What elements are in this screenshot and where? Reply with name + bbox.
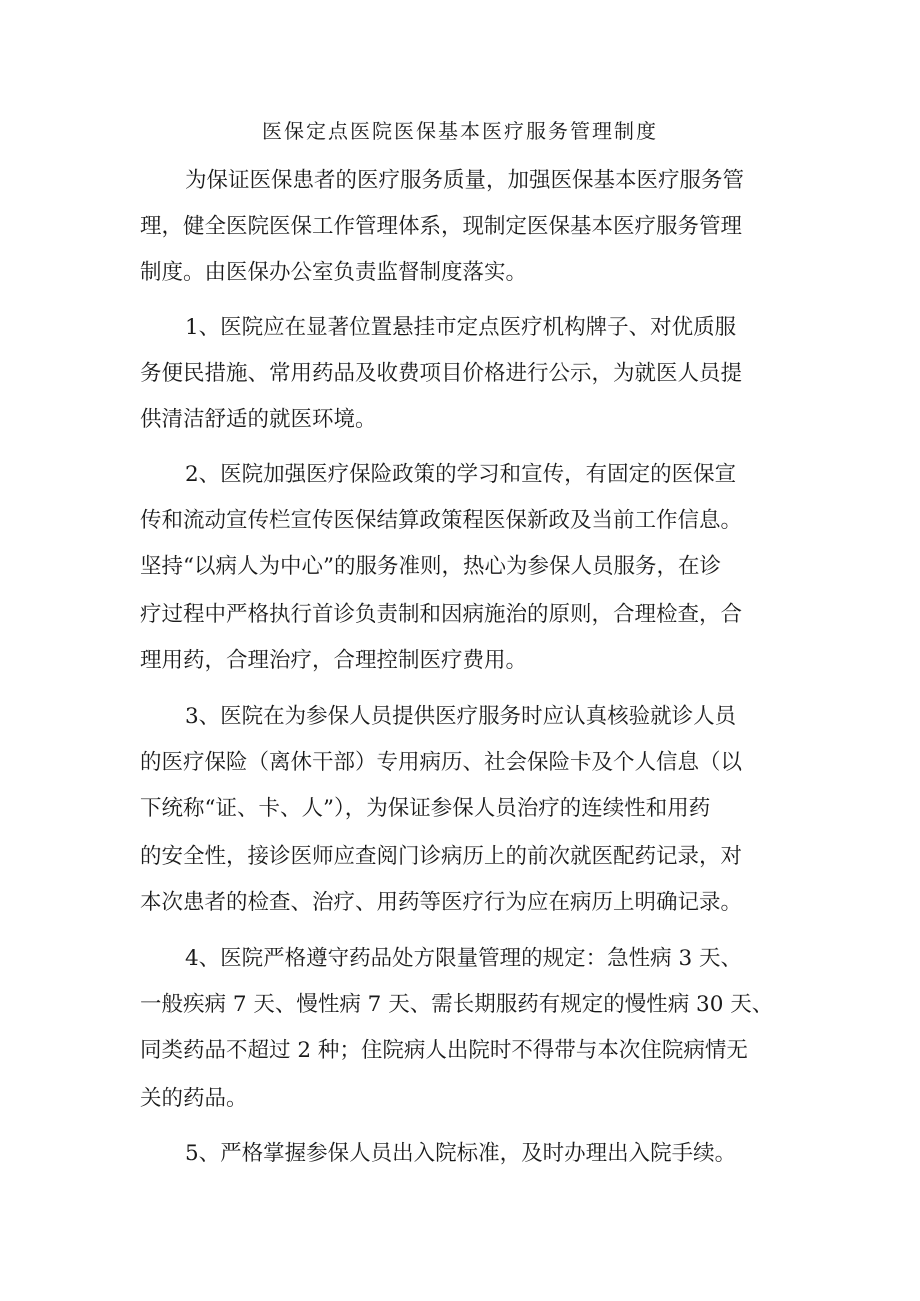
paragraph-intro-line-3: 制度。由医保办公室负责监督制度落实。 [140, 260, 528, 285]
paragraph-3-line-3: 下统称“证、卡、人”），为保证参保人员治疗的连续性和用药 [140, 796, 711, 821]
paragraph-4-line-3: 同类药品不超过 2 种；住院病人出院时不得带与本次住院病情无 [140, 1038, 748, 1063]
paragraph-3-line-2: 的医疗保险（离休干部）专用病历、社会保险卡及个人信息（以 [140, 750, 743, 775]
paragraph-2-line-1: 2、医院加强医疗保险政策的学习和宣传，有固定的医保宣 [185, 462, 737, 487]
paragraph-4-line-2: 一般疾病 7 天、慢性病 7 天、需长期服药有规定的慢性病 30 天、 [140, 992, 774, 1017]
paragraph-2-line-5: 理用药，合理治疗，合理控制医疗费用。 [140, 648, 528, 673]
paragraph-2-line-2: 传和流动宣传栏宣传医保结算政策程医保新政及当前工作信息。 [140, 508, 743, 533]
paragraph-3-line-4: 的安全性，接诊医师应查阅门诊病历上的前次就医配药记录，对 [140, 844, 743, 869]
paragraph-2-line-4: 疗过程中严格执行首诊负责制和因病施治的原则，合理检查，合 [140, 602, 743, 627]
paragraph-intro-line-1: 为保证医保患者的医疗服务质量，加强医保基本医疗服务管 [185, 168, 745, 193]
paragraph-4-line-1: 4、医院严格遵守药品处方限量管理的规定：急性病 3 天、 [185, 946, 743, 971]
paragraph-1-line-1: 1、医院应在显著位置悬挂市定点医疗机构牌子、对优质服 [185, 315, 737, 340]
paragraph-1-line-3: 供清洁舒适的就医环境。 [140, 407, 377, 432]
paragraph-intro-line-2: 理，健全医院医保工作管理体系，现制定医保基本医疗服务管理 [140, 214, 743, 239]
paragraph-2-line-3: 坚持“以病人为中心”的服务准则，热心为参保人员服务，在诊 [140, 554, 721, 579]
paragraph-3-line-5: 本次患者的检查、治疗、用药等医疗行为应在病历上明确记录。 [140, 890, 743, 915]
paragraph-5-line-1: 5、严格掌握参保人员出入院标准，及时办理出入院手续。 [185, 1141, 737, 1166]
document-title: 医保定点医院医保基本医疗服务管理制度 [262, 119, 658, 143]
paragraph-4-line-4: 关的药品。 [140, 1086, 248, 1111]
paragraph-1-line-2: 务便民措施、常用药品及收费项目价格进行公示，为就医人员提 [140, 361, 743, 386]
paragraph-3-line-1: 3、医院在为参保人员提供医疗服务时应认真核验就诊人员 [185, 704, 737, 729]
